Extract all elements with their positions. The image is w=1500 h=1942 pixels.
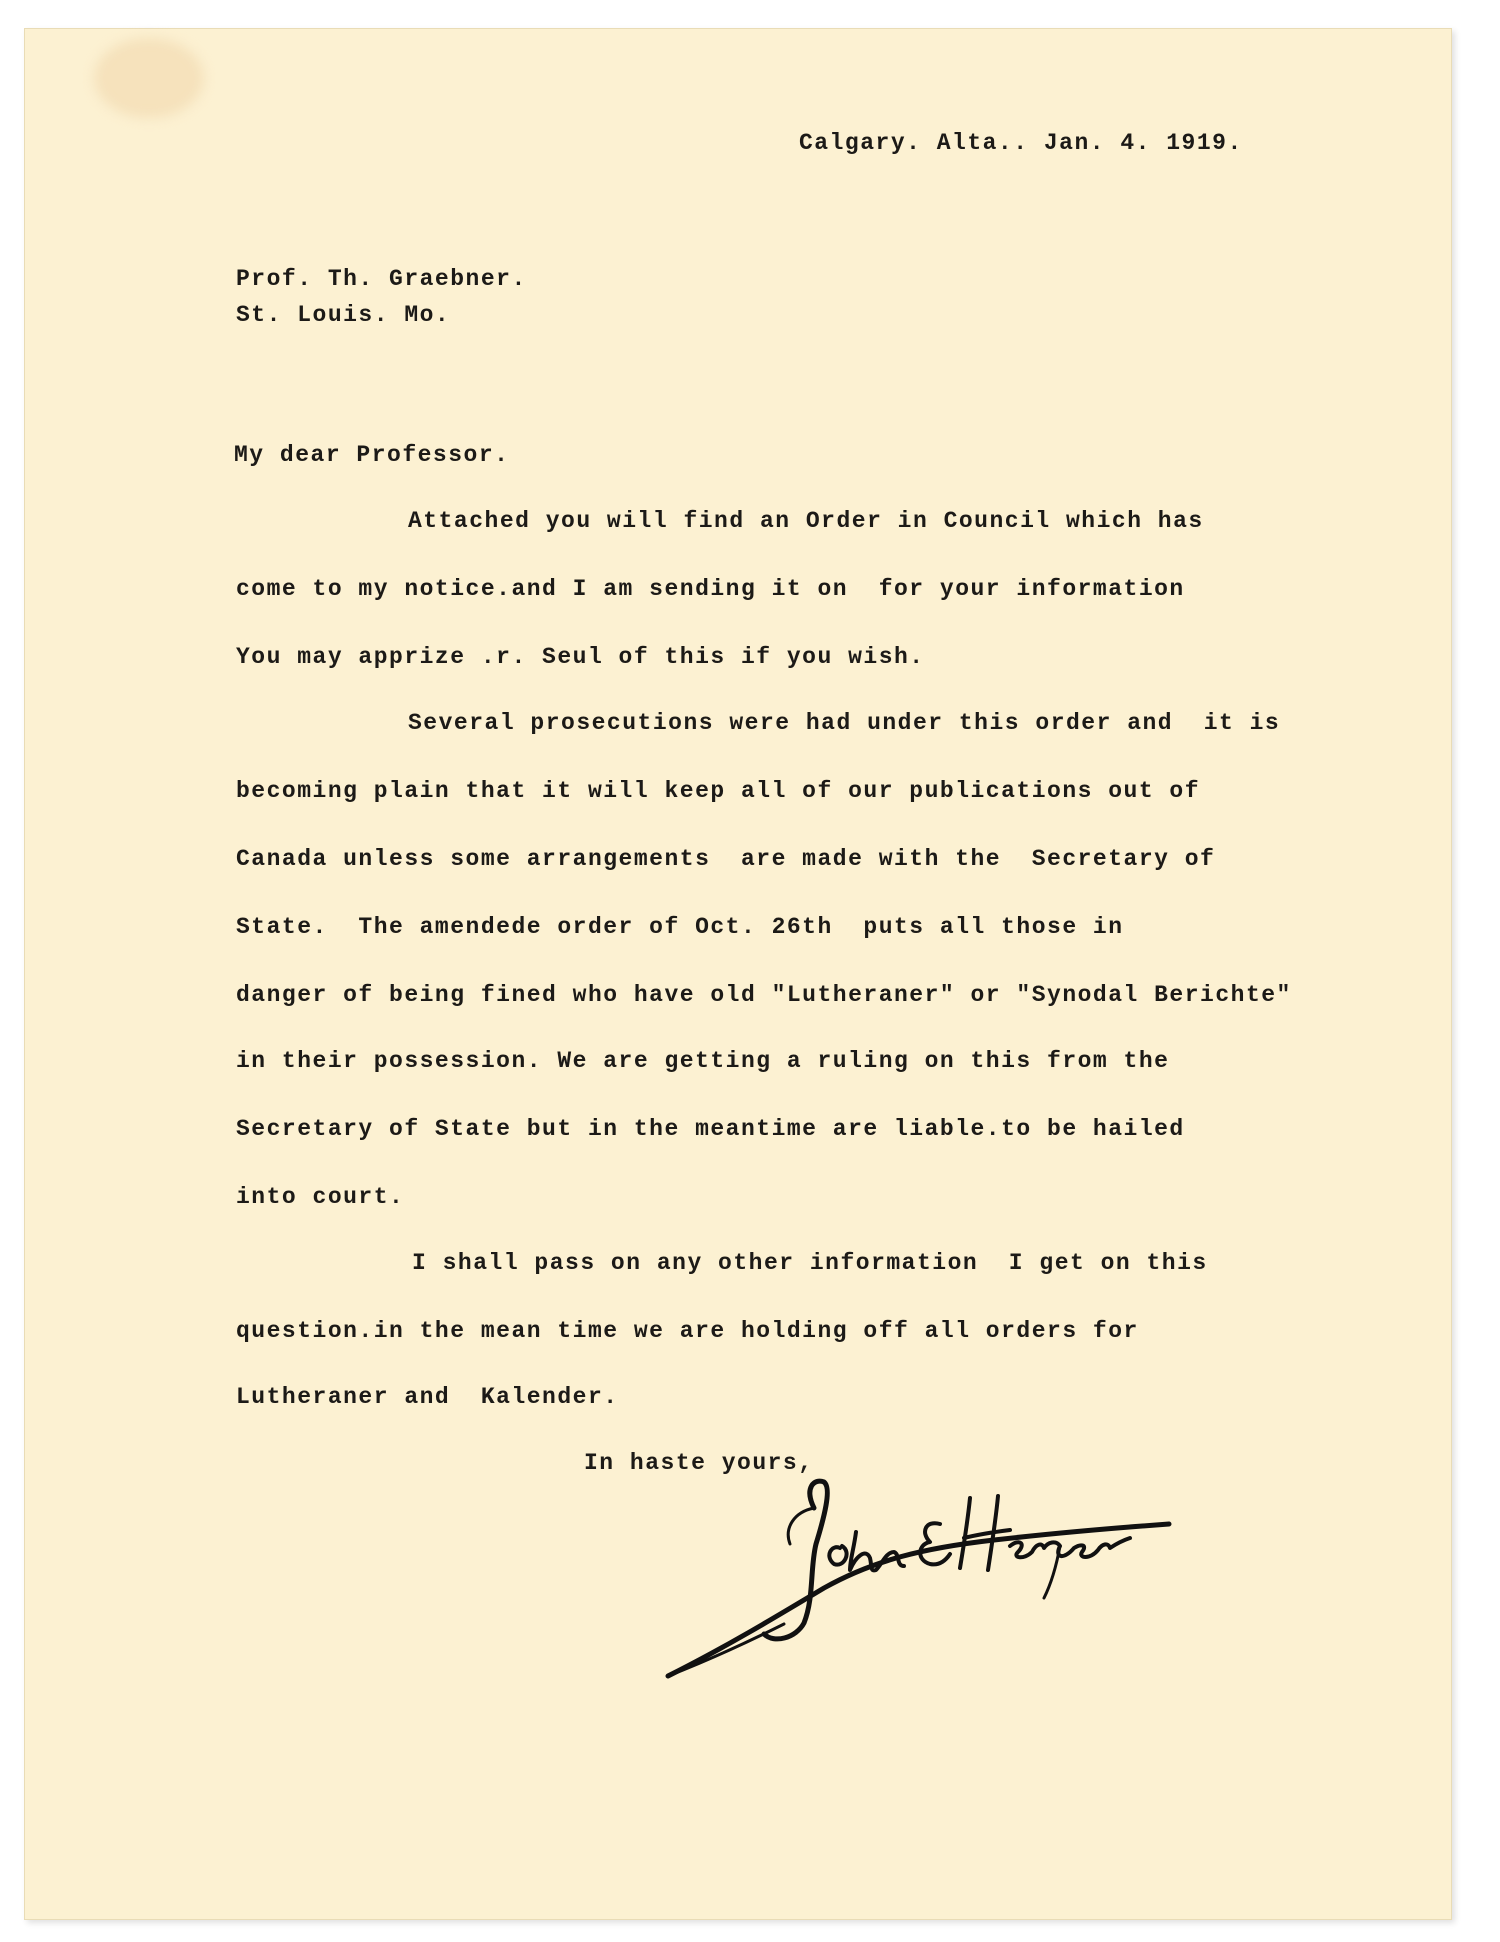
paper-stain (94, 38, 204, 118)
recipient-name: Prof. Th. Graebner. (236, 266, 527, 292)
salutation: My dear Professor. (234, 442, 510, 468)
body-line: question.in the mean time we are holding off all orders for (236, 1318, 1139, 1344)
body-line: Canada unless some arrangements are made with the Secretary of (236, 846, 1216, 872)
body-line: danger of being fined who have old "Lutheraner" or "Synodal Berichte" (236, 982, 1292, 1008)
body-line: State. The amendede order of Oct. 26th puts all those in (236, 914, 1124, 940)
body-line: into court. (236, 1184, 405, 1210)
recipient-city: St. Louis. Mo. (236, 302, 451, 328)
body-line: Lutheraner and Kalender. (236, 1384, 619, 1410)
closing: In haste yours, (584, 1450, 814, 1476)
body-line: come to my notice.and I am sending it on for your information (236, 576, 1185, 602)
body-line: I shall pass on any other information I get on this (412, 1250, 1208, 1276)
dateline: Calgary. Alta.. Jan. 4. 1919. (799, 130, 1243, 156)
body-line: Several prosecutions were had under this order and it is (408, 710, 1281, 736)
signature (664, 1448, 1184, 1688)
body-line: You may apprize .r. Seul of this if you wish. (236, 644, 925, 670)
body-line: in their possession. We are getting a ruling on this from the (236, 1048, 1170, 1074)
body-line: Attached you will find an Order in Council which has (408, 508, 1204, 534)
body-line: Secretary of State but in the meantime are liable.to be hailed (236, 1116, 1185, 1142)
letter-page (24, 28, 1452, 1920)
body-line: becoming plain that it will keep all of our publications out of (236, 778, 1201, 804)
